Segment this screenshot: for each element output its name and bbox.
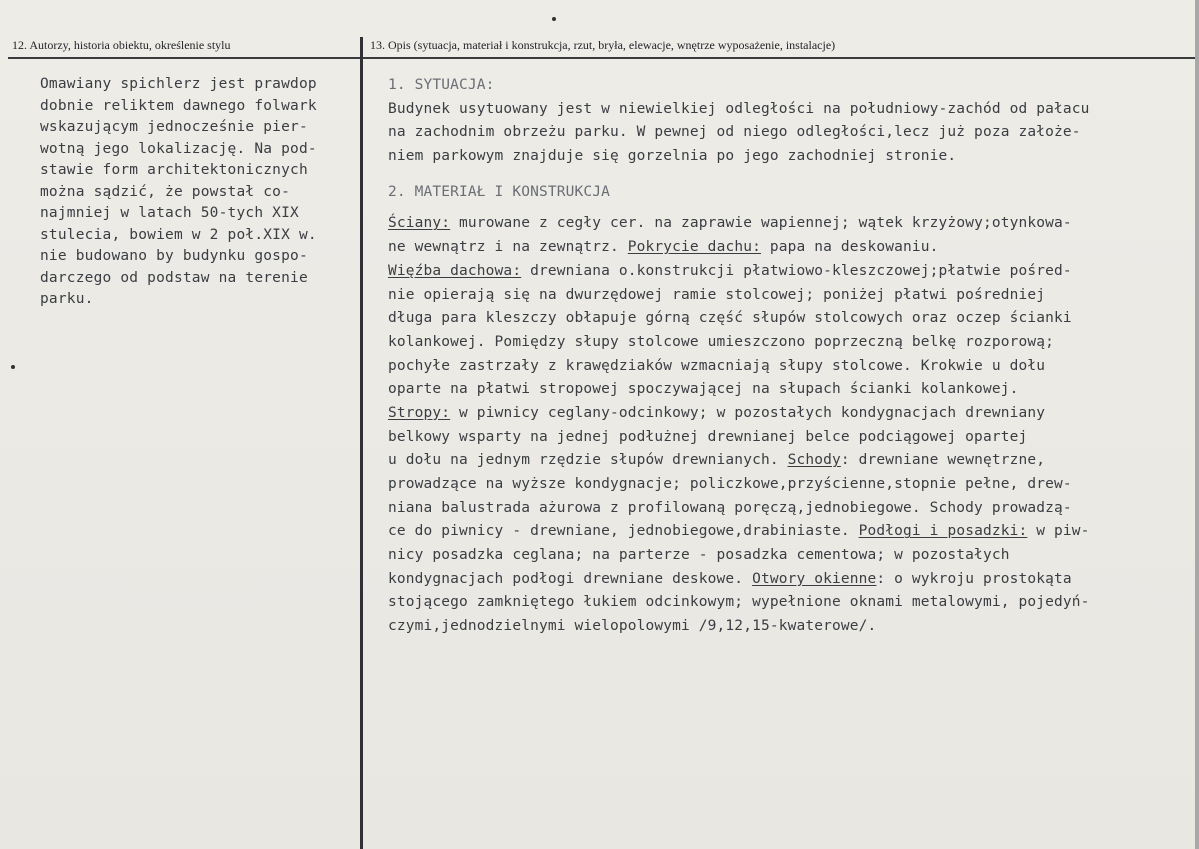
text-fragment: drewniana o.konstrukcji płatwiowo-kleszczowej;płatwie pośred- (521, 262, 1072, 279)
label-roofing: Pokrycie dachu: (627, 239, 761, 256)
page-edge (1195, 0, 1199, 849)
text-line: nie opierają się na dwurzędowej ramie stolcowej; poniżej płatwi pośredniej (388, 286, 1046, 303)
text-line: prowadzące na wyższe kondygnacje; policzkowe,przyścienne,stopnie pełne, drew- (388, 476, 1072, 492)
section-title-material: 2. MATERIAŁ I KONSTRUKCJA (388, 183, 610, 200)
text-line (388, 568, 1188, 592)
text-fragment: u dołu na jednym rzędzie słupów drewnianych. (388, 452, 788, 469)
text-line: stulecia, bowiem w 2 poł.XIX w. (40, 226, 317, 243)
section-title-situation: 1. SYTUACJA: (388, 77, 495, 93)
text-line: najmniej w latach 50-tych XIX (40, 205, 299, 221)
text-line: stawie form architektonicznych (40, 162, 308, 178)
text-line: niem parkowym znajduje się gorzelnia po jego zachodniej stronie. (388, 148, 957, 165)
header-rule (8, 57, 1196, 59)
text-line: długa para kleszczy obłapuje górną część słupów stolcowych oraz oczep ścianki (388, 310, 1072, 327)
text-line (388, 212, 1188, 236)
text-fragment: w piwnicy ceglany-odcinkowy; w pozostałych kondygnacjach drewniany (450, 404, 1046, 421)
text-line (388, 236, 1188, 260)
text-line: wskazującym jednocześnie pier- (40, 119, 308, 135)
text-line: kolankowej. Pomiędzy słupy stolcowe umieszczono poprzeczną belkę rozporową; (388, 333, 1054, 350)
text-fragment: : o wykroju prostokąta (876, 570, 1072, 587)
text-fragment: w piw- (1027, 523, 1090, 540)
text-line: stojącego zamkniętego łukiem odcinkowym; wypełnione oknami metalowymi, pojedyń- (388, 594, 1090, 611)
text-line (388, 260, 1188, 284)
text-fragment: : drewniane wewnętrzne, (840, 452, 1046, 469)
ink-dot (11, 365, 15, 369)
text-line: wotną jego lokalizację. Na pod- (40, 140, 317, 157)
text-line (388, 520, 1188, 544)
text-line: oparte na płatwi stropowej spoczywającej na słupach ścianki kolankowej. (388, 381, 1019, 398)
column-header-12: 12. Autorzy, historia obiektu, określenie stylu (12, 38, 231, 52)
column-header-13: 13. Opis (sytuacja, materiał i konstrukcja, rzut, bryła, elewacje, wnętrze wyposażenie, instalacje) (370, 38, 836, 52)
text-fragment: murowane z cegły cer. na zaprawie wapiennej; wątek krzyżowy;otynkowa- (450, 215, 1072, 232)
text-line: nie budowano by budynku gospo- (40, 248, 308, 264)
text-fragment: kondygnacjach podłogi drewniane deskowe. (388, 570, 753, 587)
text-line: na zachodnim obrzeżu parku. W pewnej od niego odległości,lecz już poza założe- (388, 124, 1081, 141)
text-line: czymi,jednodzielnymi wielopolowymi /9,12,15-kwaterowe/. (388, 618, 877, 635)
text-line: parku. (40, 291, 94, 307)
label-floors: Podłogi i posadzki: (858, 523, 1028, 540)
text-line (388, 449, 1188, 473)
label-windows: Otwory okienne (752, 570, 877, 587)
text-line: można sądzić, że powstał co- (40, 183, 291, 200)
text-fragment: papa na deskowaniu. (760, 239, 939, 256)
label-walls: Ściany: (388, 215, 451, 232)
label-roof-truss: Więźba dachowa: (388, 262, 522, 279)
text-line: darczego od podstaw na terenie (40, 269, 308, 286)
label-stairs: Schody (787, 452, 841, 469)
text-line (388, 402, 1188, 426)
text-line: niana balustrada ażurowa z profilowaną poręczą,jednobiegowe. Schody prowadzą- (388, 499, 1072, 516)
history-text (40, 74, 365, 311)
text-fragment: ce do piwnicy - drewniane, jednobiegowe,drabiniaste. (388, 523, 859, 540)
text-line: pochyłe zastrzały z krawędziaków wzmacniają słupy stolcowe. Krokwie u dołu (388, 357, 1046, 374)
label-ceilings: Stropy: (388, 404, 451, 421)
text-line: Omawiany spichlerz jest prawdop (40, 76, 317, 92)
text-line: nicy posadzka ceglana; na parterze - posadzka cementowa; w pozostałych (388, 547, 1010, 564)
text-line: dobnie reliktem dawnego folwark (40, 97, 317, 114)
ink-dot (552, 17, 556, 21)
text-fragment: ne wewnątrz i na zewnątrz. (388, 239, 628, 256)
text-line: belkowy wsparty na jednej podłużnej drewnianej belce podciągowej opartej (388, 428, 1028, 445)
description-text (388, 74, 1188, 639)
text-line: Budynek usytuowany jest w niewielkiej odległości na południowy-zachód od pałacu (388, 100, 1090, 117)
